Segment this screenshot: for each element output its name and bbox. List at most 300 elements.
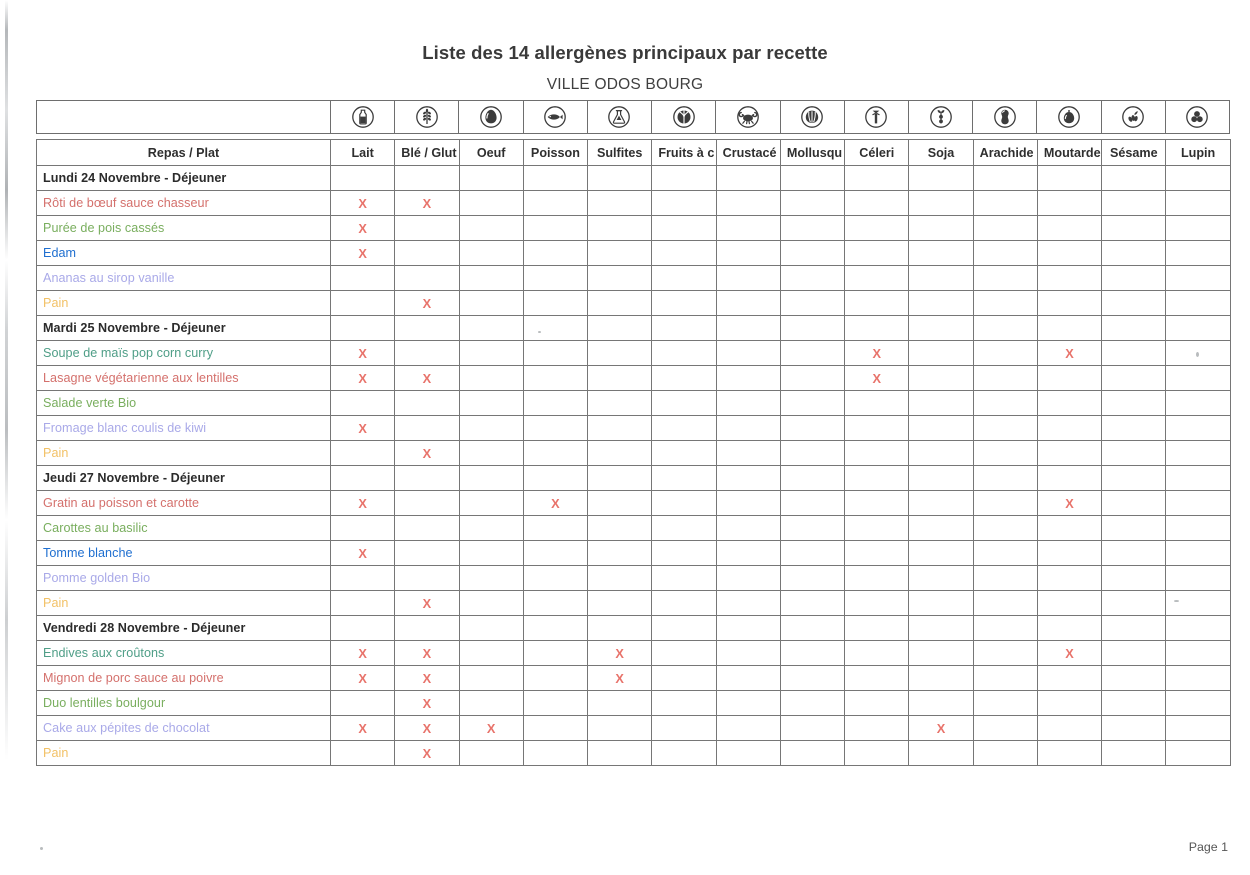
allergen-mark-cell: X (845, 341, 909, 366)
allergen-empty-cell (1037, 266, 1101, 291)
allergen-empty-cell (845, 741, 909, 766)
allergen-empty-cell (716, 566, 780, 591)
allergen-empty-cell (716, 341, 780, 366)
allergen-empty-cell (652, 641, 716, 666)
allergen-empty-cell (716, 691, 780, 716)
allergen-empty-cell (652, 166, 716, 191)
allergen-empty-cell (909, 291, 973, 316)
allergen-empty-cell (845, 441, 909, 466)
allergen-empty-cell (588, 266, 652, 291)
allergen-empty-cell (652, 216, 716, 241)
allergen-empty-cell (716, 716, 780, 741)
allergen-mark-cell: X (1037, 491, 1101, 516)
allergen-empty-cell (845, 541, 909, 566)
allergen-empty-cell (1037, 241, 1101, 266)
allergen-empty-cell (588, 216, 652, 241)
allergen-empty-cell (588, 341, 652, 366)
allergen-empty-cell (780, 316, 844, 341)
allergen-empty-cell (716, 166, 780, 191)
allergen-empty-cell (973, 616, 1037, 641)
allergen-empty-cell (845, 391, 909, 416)
allergen-empty-cell (652, 466, 716, 491)
allergen-empty-cell (523, 416, 587, 441)
allergen-empty-cell (845, 566, 909, 591)
allergen-empty-cell (459, 616, 523, 641)
allergen-empty-cell (331, 441, 395, 466)
mustard-icon (1037, 101, 1101, 133)
day-label: Mardi 25 Novembre - Déjeuner (37, 316, 331, 341)
allergen-empty-cell (588, 416, 652, 441)
allergen-empty-cell (845, 166, 909, 191)
page-title: Liste des 14 allergènes principaux par recette (422, 42, 828, 63)
column-header-repas-plat: Repas / Plat (37, 140, 331, 166)
soy-sprout-icon (909, 101, 973, 133)
allergen-empty-cell (459, 416, 523, 441)
allergen-empty-cell (909, 741, 973, 766)
allergen-empty-cell (652, 516, 716, 541)
allergen-empty-cell (331, 466, 395, 491)
column-header-oeuf: Oeuf (459, 140, 523, 166)
allergen-empty-cell (973, 441, 1037, 466)
allergen-empty-cell (395, 266, 459, 291)
allergen-empty-cell (652, 291, 716, 316)
shell-icon (781, 101, 845, 133)
allergen-empty-cell (523, 391, 587, 416)
allergen-empty-cell (1037, 541, 1101, 566)
allergen-empty-cell (780, 191, 844, 216)
allergen-empty-cell (1102, 491, 1166, 516)
allergen-empty-cell (845, 666, 909, 691)
allergen-empty-cell (973, 566, 1037, 591)
allergen-empty-cell (973, 391, 1037, 416)
allergen-empty-cell (716, 466, 780, 491)
allergen-empty-cell (652, 441, 716, 466)
allergen-empty-cell (1102, 516, 1166, 541)
allergen-empty-cell (1102, 616, 1166, 641)
allergen-empty-cell (1037, 591, 1101, 616)
lupin-icon (1166, 101, 1229, 133)
allergen-empty-cell (1102, 666, 1166, 691)
table-head (37, 140, 1231, 166)
allergen-mark-cell: X (395, 741, 459, 766)
allergen-empty-cell (1166, 441, 1230, 466)
dish-row (37, 591, 1231, 616)
allergen-empty-cell (395, 541, 459, 566)
dish-row (37, 341, 1231, 366)
allergen-empty-cell (909, 266, 973, 291)
allergen-empty-cell (1166, 541, 1230, 566)
allergen-empty-cell (1037, 216, 1101, 241)
allergen-empty-cell (716, 241, 780, 266)
dish-row (37, 391, 1231, 416)
allergen-empty-cell (652, 616, 716, 641)
scan-edge-artifact (5, 0, 8, 875)
allergen-empty-cell (909, 541, 973, 566)
allergen-empty-cell (588, 491, 652, 516)
allergen-empty-cell (1166, 316, 1230, 341)
allergen-empty-cell (331, 316, 395, 341)
allergen-mark-cell: X (845, 366, 909, 391)
allergen-empty-cell (909, 491, 973, 516)
allergen-empty-cell (331, 516, 395, 541)
allergen-empty-cell (459, 566, 523, 591)
allergen-empty-cell (845, 591, 909, 616)
allergen-empty-cell (973, 166, 1037, 191)
allergen-empty-cell (1166, 716, 1230, 741)
allergen-empty-cell (845, 466, 909, 491)
allergen-empty-cell (909, 641, 973, 666)
allergen-empty-cell (1037, 516, 1101, 541)
allergen-empty-cell (652, 491, 716, 516)
peanut-icon (973, 101, 1037, 133)
allergen-empty-cell (780, 441, 844, 466)
allergen-empty-cell (716, 616, 780, 641)
allergen-empty-cell (1102, 641, 1166, 666)
allergen-empty-cell (331, 166, 395, 191)
allergen-empty-cell (1102, 441, 1166, 466)
allergen-empty-cell (1166, 691, 1230, 716)
wheat-icon (395, 101, 459, 133)
allergen-mark-cell: X (395, 691, 459, 716)
allergen-mark-cell: X (331, 641, 395, 666)
allergen-empty-cell (459, 341, 523, 366)
allergen-empty-cell (523, 216, 587, 241)
allergen-empty-cell (459, 191, 523, 216)
scan-speck (40, 847, 43, 850)
allergen-empty-cell (973, 366, 1037, 391)
allergen-empty-cell (845, 291, 909, 316)
allergen-empty-cell (1166, 566, 1230, 591)
allergen-empty-cell (331, 591, 395, 616)
allergen-empty-cell (1166, 641, 1230, 666)
allergen-empty-cell (909, 616, 973, 641)
allergen-mark-cell: X (331, 241, 395, 266)
dish-row (37, 191, 1231, 216)
dish-row (37, 641, 1231, 666)
allergen-empty-cell (1166, 391, 1230, 416)
allergen-empty-cell (331, 616, 395, 641)
allergen-empty-cell (780, 366, 844, 391)
allergen-empty-cell (1037, 191, 1101, 216)
allergen-empty-cell (588, 241, 652, 266)
allergen-empty-cell (331, 291, 395, 316)
dish-label: Pomme golden Bio (37, 566, 331, 591)
allergen-mark-cell: X (331, 541, 395, 566)
allergen-empty-cell (973, 266, 1037, 291)
allergen-empty-cell (459, 391, 523, 416)
allergen-empty-cell (652, 741, 716, 766)
allergen-mark-cell: X (331, 416, 395, 441)
header-row (37, 140, 1231, 166)
allergen-empty-cell (1166, 591, 1230, 616)
allergen-empty-cell (973, 716, 1037, 741)
allergen-empty-cell (716, 541, 780, 566)
column-header-soja: Soja (909, 140, 973, 166)
allergen-empty-cell (1102, 591, 1166, 616)
footer-page-number: Page 1 (1188, 840, 1228, 854)
allergen-empty-cell (1166, 666, 1230, 691)
allergen-mark-cell: X (395, 191, 459, 216)
dish-label: Duo lentilles boulgour (37, 691, 331, 716)
allergen-empty-cell (1037, 666, 1101, 691)
allergen-empty-cell (395, 316, 459, 341)
allergen-empty-cell (973, 466, 1037, 491)
allergen-mark-cell: X (331, 491, 395, 516)
dish-label: Tomme blanche (37, 541, 331, 566)
allergen-empty-cell (845, 241, 909, 266)
allergen-empty-cell (973, 641, 1037, 666)
column-header-lupin: Lupin (1166, 140, 1230, 166)
allergen-empty-cell (716, 591, 780, 616)
allergen-empty-cell (973, 216, 1037, 241)
allergen-empty-cell (331, 266, 395, 291)
day-header-row (37, 166, 1231, 191)
allergen-empty-cell (780, 616, 844, 641)
dish-label: Soupe de maïs pop corn curry (37, 341, 331, 366)
allergen-empty-cell (909, 166, 973, 191)
allergen-empty-cell (973, 316, 1037, 341)
allergen-empty-cell (1166, 216, 1230, 241)
allergen-empty-cell (716, 416, 780, 441)
allergen-empty-cell (523, 516, 587, 541)
allergen-empty-cell (523, 241, 587, 266)
allergen-empty-cell (523, 266, 587, 291)
day-label: Lundi 24 Novembre - Déjeuner (37, 166, 331, 191)
allergen-empty-cell (523, 566, 587, 591)
allergen-empty-cell (331, 691, 395, 716)
allergen-mark-cell: X (395, 666, 459, 691)
allergen-empty-cell (1166, 491, 1230, 516)
allergen-mark-cell: X (395, 641, 459, 666)
allergen-mark-cell: X (588, 641, 652, 666)
allergen-empty-cell (909, 566, 973, 591)
dish-row (37, 241, 1231, 266)
allergen-empty-cell (780, 466, 844, 491)
allergen-empty-cell (845, 316, 909, 341)
allergen-empty-cell (1102, 241, 1166, 266)
allergen-empty-cell (780, 691, 844, 716)
allergen-mark-cell: X (331, 666, 395, 691)
allergen-empty-cell (1037, 691, 1101, 716)
allergen-empty-cell (1102, 691, 1166, 716)
allergen-empty-cell (780, 391, 844, 416)
allergen-empty-cell (523, 466, 587, 491)
dish-row (37, 216, 1231, 241)
dish-label: Pain (37, 741, 331, 766)
allergen-mark-cell: X (331, 216, 395, 241)
dish-label: Pain (37, 441, 331, 466)
dish-label: Fromage blanc coulis de kiwi (37, 416, 331, 441)
allergen-empty-cell (1102, 466, 1166, 491)
allergen-empty-cell (1166, 416, 1230, 441)
dish-label: Lasagne végétarienne aux lentilles (37, 366, 331, 391)
allergen-empty-cell (909, 316, 973, 341)
allergen-empty-cell (716, 266, 780, 291)
allergen-empty-cell (780, 666, 844, 691)
allergen-empty-cell (909, 366, 973, 391)
allergen-empty-cell (459, 316, 523, 341)
column-header-poisson: Poisson (523, 140, 587, 166)
allergen-table (36, 139, 1231, 766)
day-label: Jeudi 27 Novembre - Déjeuner (37, 466, 331, 491)
allergen-empty-cell (845, 616, 909, 641)
dish-row (37, 491, 1231, 516)
page-subtitle: VILLE ODOS BOURG (546, 76, 704, 93)
allergen-empty-cell (716, 741, 780, 766)
dish-row (37, 266, 1231, 291)
allergen-empty-cell (1102, 716, 1166, 741)
allergen-empty-cell (909, 391, 973, 416)
dish-row (37, 541, 1231, 566)
allergen-empty-cell (780, 741, 844, 766)
sesame-icon (1102, 101, 1166, 133)
allergen-empty-cell (1102, 741, 1166, 766)
day-header-row (37, 616, 1231, 641)
allergen-empty-cell (973, 691, 1037, 716)
allergen-empty-cell (780, 566, 844, 591)
dish-row (37, 416, 1231, 441)
dish-row (37, 566, 1231, 591)
allergen-empty-cell (973, 666, 1037, 691)
allergen-empty-cell (780, 641, 844, 666)
allergen-empty-cell (652, 241, 716, 266)
allergen-empty-cell (909, 416, 973, 441)
allergen-empty-cell (395, 491, 459, 516)
allergen-empty-cell (395, 216, 459, 241)
allergen-empty-cell (395, 341, 459, 366)
dish-label: Ananas au sirop vanille (37, 266, 331, 291)
allergen-empty-cell (716, 441, 780, 466)
allergen-empty-cell (845, 491, 909, 516)
allergen-empty-cell (331, 741, 395, 766)
allergen-empty-cell (588, 466, 652, 491)
allergen-empty-cell (523, 616, 587, 641)
allergen-empty-cell (780, 541, 844, 566)
allergen-empty-cell (1037, 316, 1101, 341)
allergen-empty-cell (909, 216, 973, 241)
allergen-empty-cell (716, 366, 780, 391)
allergen-empty-cell (1102, 266, 1166, 291)
allergen-empty-cell (973, 416, 1037, 441)
column-header-moutarde: Moutarde (1037, 140, 1101, 166)
allergen-empty-cell (588, 566, 652, 591)
allergen-empty-cell (652, 566, 716, 591)
allergen-empty-cell (1166, 166, 1230, 191)
allergen-empty-cell (845, 691, 909, 716)
allergen-empty-cell (716, 216, 780, 241)
allergen-empty-cell (523, 341, 587, 366)
allergen-empty-cell (716, 291, 780, 316)
allergen-mark-cell: X (331, 366, 395, 391)
allergen-empty-cell (459, 291, 523, 316)
dish-label: Pain (37, 591, 331, 616)
allergen-empty-cell (1102, 216, 1166, 241)
allergen-empty-cell (588, 366, 652, 391)
allergen-mark-cell: X (331, 191, 395, 216)
allergen-empty-cell (1166, 616, 1230, 641)
allergen-empty-cell (459, 266, 523, 291)
allergen-empty-cell (652, 416, 716, 441)
celery-icon (845, 101, 909, 133)
allergen-empty-cell (973, 291, 1037, 316)
dish-label: Purée de pois cassés (37, 216, 331, 241)
allergen-empty-cell (909, 341, 973, 366)
allergen-empty-cell (523, 741, 587, 766)
allergen-empty-cell (523, 716, 587, 741)
allergen-empty-cell (588, 441, 652, 466)
allergen-mark-cell: X (331, 341, 395, 366)
allergen-mark-cell: X (588, 666, 652, 691)
allergen-empty-cell (588, 591, 652, 616)
column-header-c-leri: Céleri (845, 140, 909, 166)
allergen-empty-cell (523, 441, 587, 466)
allergen-empty-cell (1102, 541, 1166, 566)
column-header-fruits-c: Fruits à c (652, 140, 716, 166)
column-header-s-same: Sésame (1102, 140, 1166, 166)
allergen-empty-cell (1037, 416, 1101, 441)
column-header-lait: Lait (331, 140, 395, 166)
allergen-empty-cell (780, 241, 844, 266)
dish-row (37, 716, 1231, 741)
allergen-empty-cell (588, 166, 652, 191)
allergen-empty-cell (780, 291, 844, 316)
icon-strip-spacer (37, 101, 331, 133)
milk-bottle-icon (331, 101, 395, 133)
allergen-empty-cell (716, 491, 780, 516)
allergen-empty-cell (716, 391, 780, 416)
allergen-empty-cell (331, 391, 395, 416)
allergen-empty-cell (459, 241, 523, 266)
column-header-sulfites: Sulfites (588, 140, 652, 166)
dish-row (37, 366, 1231, 391)
allergen-empty-cell (909, 516, 973, 541)
allergen-empty-cell (459, 741, 523, 766)
allergen-empty-cell (780, 591, 844, 616)
allergen-empty-cell (652, 366, 716, 391)
allergen-empty-cell (652, 691, 716, 716)
allergen-empty-cell (523, 191, 587, 216)
allergen-empty-cell (973, 491, 1037, 516)
allergen-empty-cell (716, 316, 780, 341)
dish-label: Pain (37, 291, 331, 316)
allergen-empty-cell (1037, 616, 1101, 641)
allergen-empty-cell (459, 641, 523, 666)
allergen-empty-cell (652, 341, 716, 366)
allergen-empty-cell (1037, 366, 1101, 391)
allergen-empty-cell (845, 516, 909, 541)
allergen-empty-cell (780, 216, 844, 241)
allergen-empty-cell (1102, 191, 1166, 216)
allergen-empty-cell (588, 291, 652, 316)
allergen-empty-cell (588, 616, 652, 641)
allergen-empty-cell (973, 516, 1037, 541)
dish-label: Cake aux pépites de chocolat (37, 716, 331, 741)
allergen-empty-cell (909, 241, 973, 266)
allergen-empty-cell (1037, 391, 1101, 416)
allergen-empty-cell (652, 541, 716, 566)
allergen-empty-cell (780, 716, 844, 741)
allergen-empty-cell (523, 316, 587, 341)
allergen-empty-cell (909, 691, 973, 716)
dish-label: Rôti de bœuf sauce chasseur (37, 191, 331, 216)
allergen-empty-cell (652, 266, 716, 291)
dish-row (37, 666, 1231, 691)
allergen-empty-cell (973, 341, 1037, 366)
allergen-empty-cell (523, 291, 587, 316)
allergen-empty-cell (780, 516, 844, 541)
allergen-empty-cell (652, 316, 716, 341)
allergen-empty-cell (459, 691, 523, 716)
